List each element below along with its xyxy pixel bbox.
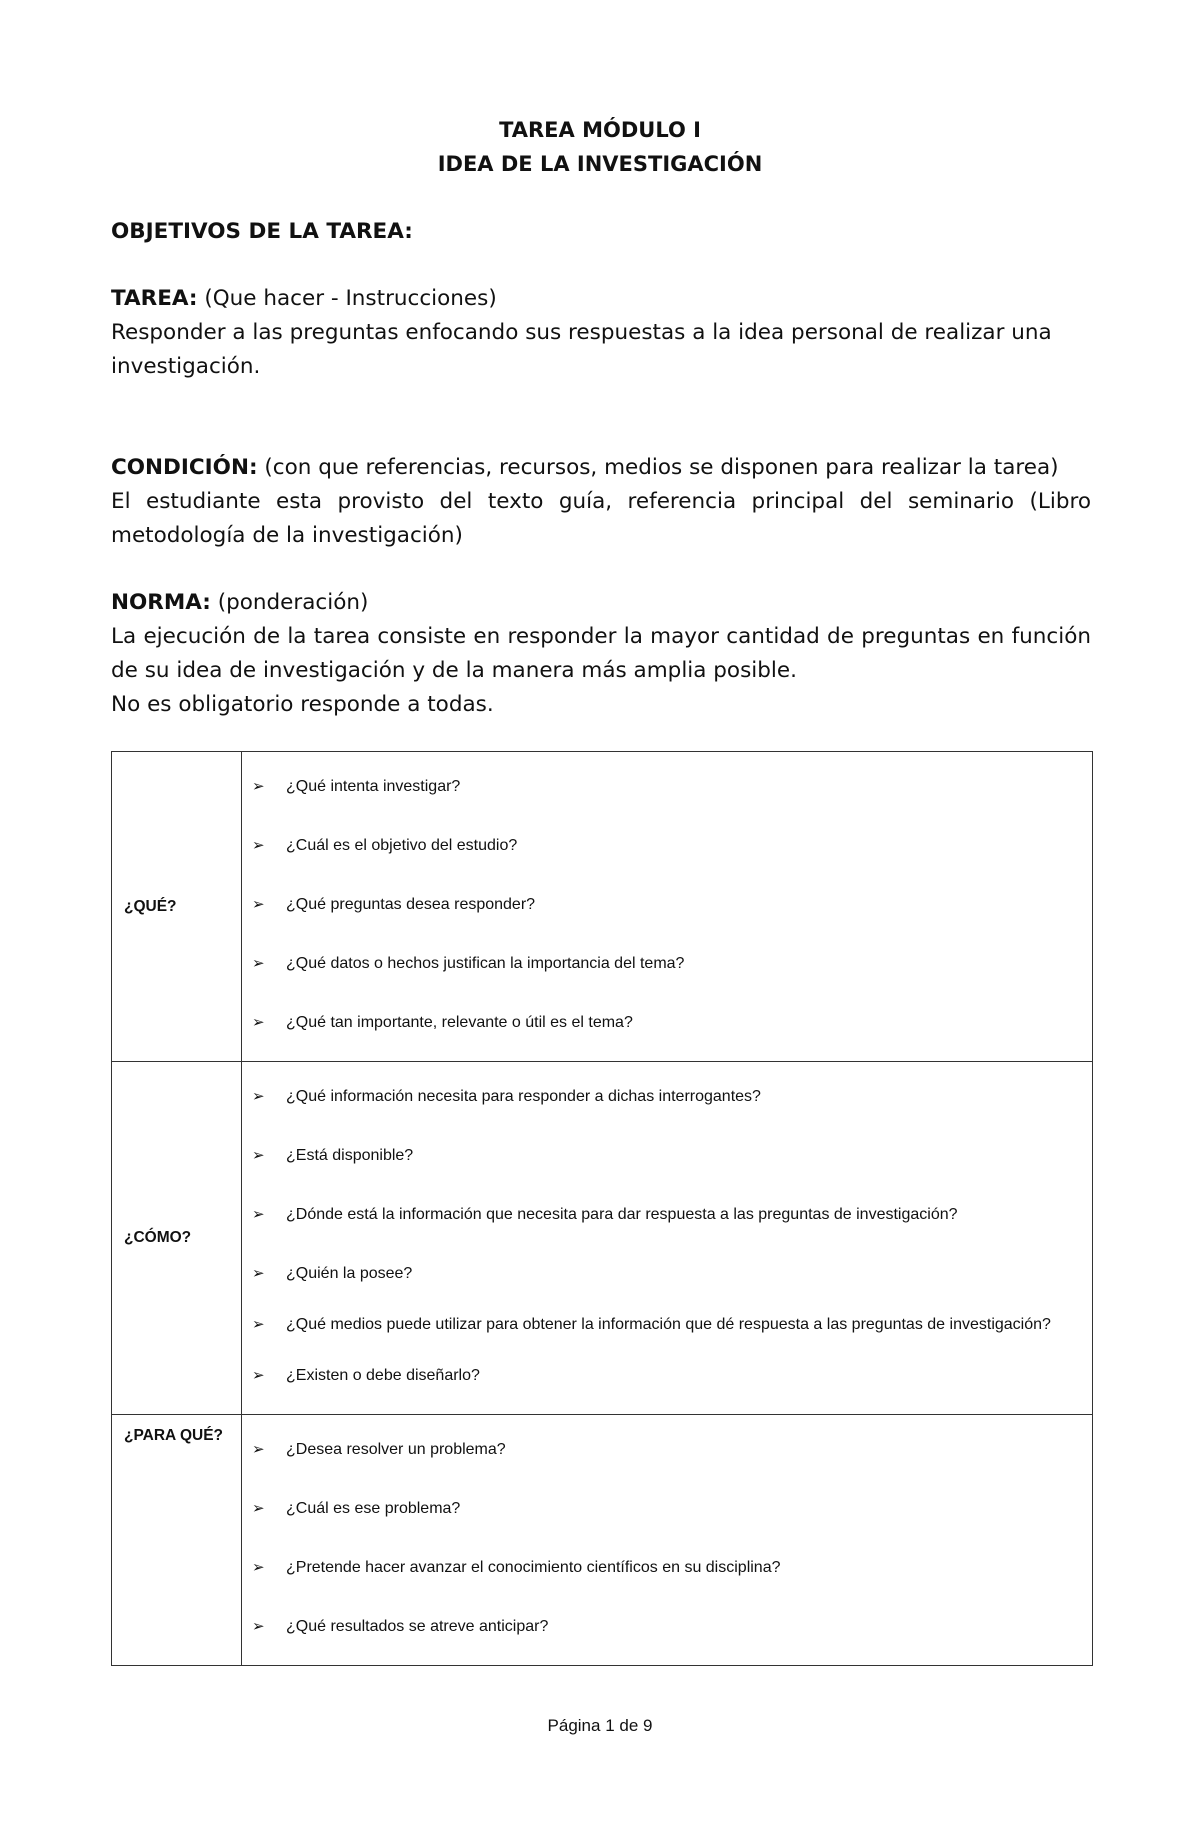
table-row-que xyxy=(112,752,1093,1062)
objetivos-heading xyxy=(111,215,1091,249)
arrowhead-bullet-icon: ➢ xyxy=(252,1265,265,1282)
norma-label: NORMA: xyxy=(111,590,211,615)
tarea-heading xyxy=(111,282,1091,316)
list-item: ➢ ¿Existen o debe diseñarlo? xyxy=(252,1347,1078,1406)
page-number: Página 1 de 9 xyxy=(547,1716,653,1735)
list-item: ➢ ¿Está disponible? xyxy=(252,1127,1078,1186)
arrowhead-bullet-icon: ➢ xyxy=(252,837,265,854)
arrowhead-bullet-icon: ➢ xyxy=(252,896,265,913)
list-item: ➢ ¿Qué resultados se atreve anticipar? xyxy=(252,1598,1078,1657)
tarea-label: TAREA: xyxy=(111,286,198,311)
condicion-text: El estudiante esta provisto del texto guía, referencia principal del seminario (Libro metodología de la investigación) xyxy=(111,489,1091,548)
arrowhead-bullet-icon: ➢ xyxy=(252,778,265,795)
objetivos-label: OBJETIVOS DE LA TAREA: xyxy=(111,219,413,244)
norma-note: (ponderación) xyxy=(210,590,369,615)
list-item: ➢ ¿Qué intenta investigar? xyxy=(252,758,1078,817)
condicion-note: (con que referencias, recursos, medios se disponen para realizar la tarea) xyxy=(257,455,1059,480)
list-item: ➢ ¿Cuál es el objetivo del estudio? xyxy=(252,817,1078,876)
arrowhead-bullet-icon: ➢ xyxy=(252,1500,265,1517)
arrowhead-bullet-icon: ➢ xyxy=(252,1559,265,1576)
norma-text: La ejecución de la tarea consiste en responder la mayor cantidad de preguntas en función de su idea de investigación y de la manera más amplia posible. xyxy=(111,624,1091,683)
condicion-heading xyxy=(111,451,1091,485)
row-label-que: ¿QUÉ? xyxy=(112,752,242,1062)
arrowhead-bullet-icon: ➢ xyxy=(252,1206,265,1223)
arrowhead-bullet-icon: ➢ xyxy=(252,1367,265,1384)
list-item: ➢ ¿Cuál es ese problema? xyxy=(252,1480,1078,1539)
document-title: TAREA MÓDULO I xyxy=(499,118,701,142)
arrowhead-bullet-icon: ➢ xyxy=(252,1316,265,1333)
tarea-text: Responder a las preguntas enfocando sus respuestas a la idea personal de realizar una investigación. xyxy=(111,320,1052,379)
norma-text-2: No es obligatorio responde a todas. xyxy=(111,692,494,717)
list-item: ➢ ¿Qué tan importante, relevante o útil es el tema? xyxy=(252,994,1078,1053)
arrowhead-bullet-icon: ➢ xyxy=(252,1618,265,1635)
list-item: ➢ ¿Desea resolver un problema? xyxy=(252,1421,1078,1480)
row-label-como: ¿CÓMO? xyxy=(112,1062,242,1415)
row-label-paraque: ¿PARA QUÉ? xyxy=(112,1415,242,1666)
list-item: ➢ ¿Qué preguntas desea responder? xyxy=(252,876,1078,935)
norma-heading xyxy=(111,586,1091,620)
condicion-label: CONDICIÓN: xyxy=(111,455,258,480)
list-item: ➢ ¿Dónde está la información que necesita para dar respuesta a las preguntas de investigación? xyxy=(252,1186,1078,1245)
questions-table xyxy=(111,751,1093,1666)
arrowhead-bullet-icon: ➢ xyxy=(252,955,265,972)
list-item: ➢ ¿Qué información necesita para responder a dichas interrogantes? xyxy=(252,1068,1078,1127)
arrowhead-bullet-icon: ➢ xyxy=(252,1014,265,1031)
table-row-como xyxy=(112,1062,1093,1415)
list-item: ➢ ¿Pretende hacer avanzar el conocimiento científicos en su disciplina? xyxy=(252,1539,1078,1598)
arrowhead-bullet-icon: ➢ xyxy=(252,1147,265,1164)
table-row-paraque xyxy=(112,1415,1093,1666)
list-item: ➢ ¿Quién la posee? xyxy=(252,1245,1078,1304)
question-list-que xyxy=(242,752,1093,1062)
question-list-paraque xyxy=(242,1415,1093,1666)
list-item: ➢ ¿Qué datos o hechos justifican la importancia del tema? xyxy=(252,935,1078,994)
document-subtitle: IDEA DE LA INVESTIGACIÓN xyxy=(437,152,763,176)
list-item: ➢ ¿Qué medios puede utilizar para obtener la información que dé respuesta a las preguntas de investigación? xyxy=(252,1304,1078,1347)
question-list-como xyxy=(242,1062,1093,1415)
tarea-note: (Que hacer - Instrucciones) xyxy=(197,286,497,311)
arrowhead-bullet-icon: ➢ xyxy=(252,1088,265,1105)
arrowhead-bullet-icon: ➢ xyxy=(252,1441,265,1458)
